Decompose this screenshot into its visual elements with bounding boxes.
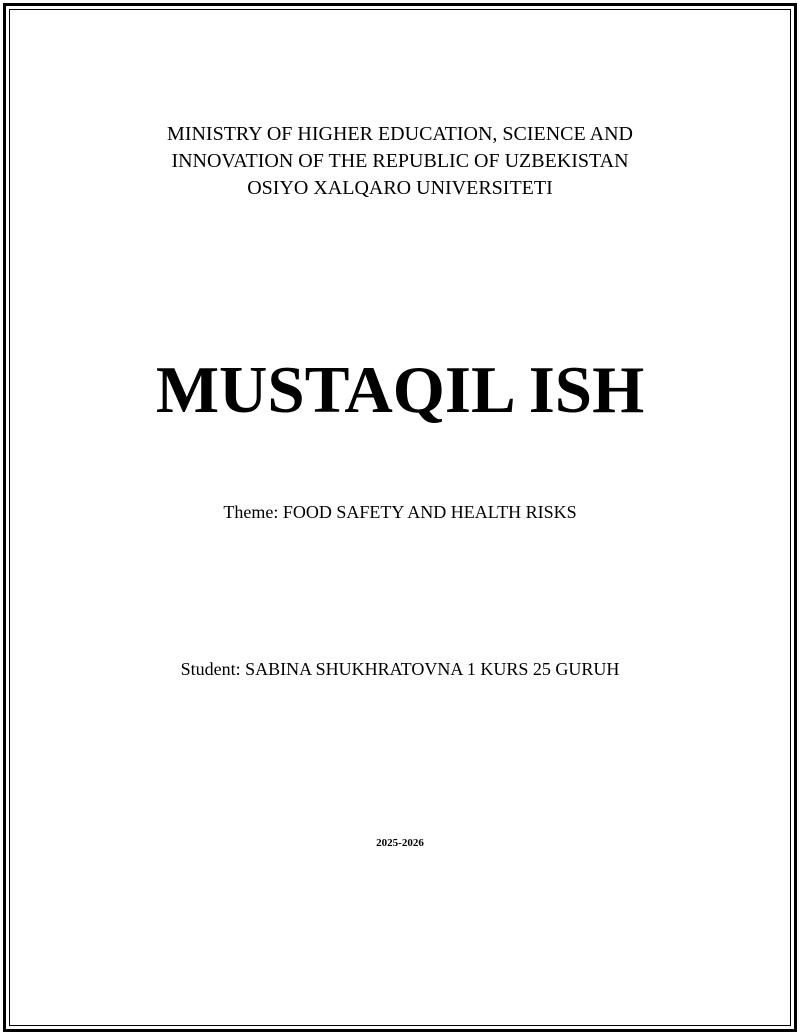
header-line-university: OSIYO XALQARO UNIVERSITETI: [247, 177, 553, 199]
student-line: Student: SABINA SHUKHRATOVNA 1 KURS 25 GURUH: [180, 659, 620, 679]
header-line-republic: INNOVATION OF THE REPUBLIC OF UZBEKISTAN: [171, 150, 629, 172]
theme-line: Theme: FOOD SAFETY AND HEALTH RISKS: [223, 502, 577, 522]
document-title: MUSTAQIL ISH: [155, 353, 645, 427]
header-line-ministry: MINISTRY OF HIGHER EDUCATION, SCIENCE AND: [167, 123, 633, 145]
academic-year: 2025-2026: [376, 837, 424, 849]
institution-header: [0, 121, 800, 202]
